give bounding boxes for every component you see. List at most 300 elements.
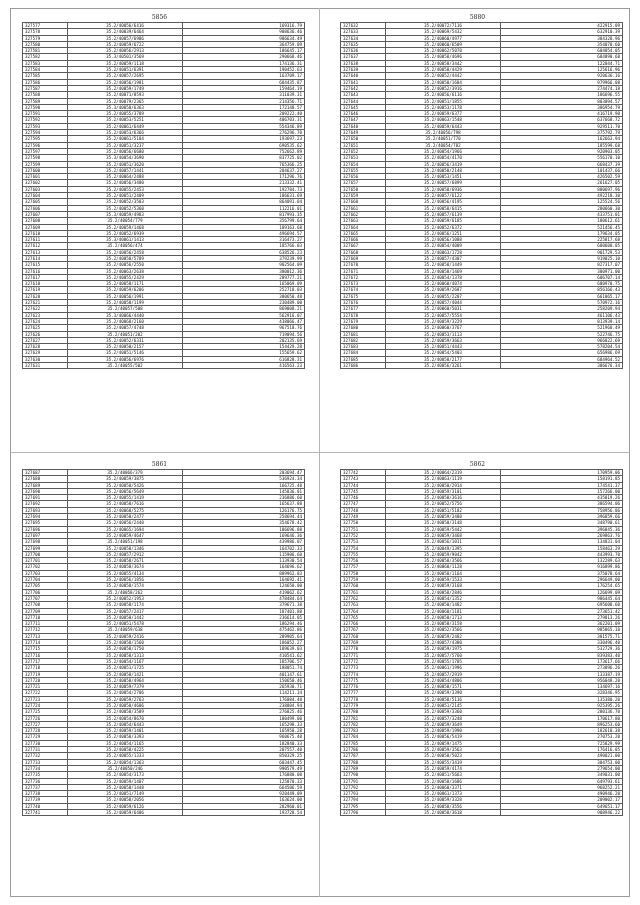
row-value-cell: 186696.55: [501, 92, 623, 98]
row-value-cell: 966822.69: [501, 337, 623, 343]
row-value-cell: 135380.20: [501, 696, 623, 702]
row-id-cell: 327794: [341, 797, 386, 803]
row-value-cell: 280136.70: [501, 709, 623, 715]
row-value-cell: 269863.76: [501, 532, 623, 538]
row-id-cell: 327667: [341, 243, 386, 249]
row-id-cell: 327630: [23, 356, 68, 362]
row-id-cell: 327613: [23, 249, 68, 255]
row-value-cell: 419062.62: [183, 589, 305, 595]
row-key-cell: 35.2/40059/6185: [386, 218, 501, 224]
row-value-cell: 401147.61: [183, 671, 305, 677]
row-value-cell: 919025.10: [501, 255, 623, 261]
row-key-cell: 35.2/40056/6976: [68, 356, 183, 362]
row-value-cell: 164692.41: [183, 577, 305, 583]
row-id-cell: 327614: [23, 255, 68, 261]
row-key-cell: 35.2/40051/3237: [68, 142, 183, 148]
row-id-cell: 327714: [23, 640, 68, 646]
row-value-cell: 384328.96: [501, 35, 623, 41]
row-value-cell: 439986.07: [183, 539, 305, 545]
row-id-cell: 327581: [23, 48, 68, 54]
row-id-cell: 327790: [341, 772, 386, 778]
row-key-cell: 35.2/40051/202: [68, 331, 183, 337]
row-key-cell: 35.2/40054/6443: [68, 721, 183, 727]
row-value-cell: 354070.60: [501, 41, 623, 47]
row-key-cell: 35.2/40050/1448: [68, 784, 183, 790]
row-value-cell: 422915.09: [501, 23, 623, 29]
row-id-cell: 327632: [341, 23, 386, 29]
row-id-cell: 327671: [341, 268, 386, 274]
row-key-cell: 35.2/40058/1684: [386, 79, 501, 85]
row-key-cell: 35.2/40053/1113: [386, 331, 501, 337]
row-id-cell: 327703: [23, 570, 68, 576]
row-id-cell: 327625: [23, 325, 68, 331]
row-id-cell: 327710: [23, 614, 68, 620]
row-key-cell: 35.2/40061/5184: [68, 136, 183, 142]
row-value-cell: 960675.40: [183, 734, 305, 740]
row-key-cell: 35.2/40060/1181: [386, 608, 501, 614]
row-key-cell: 35.2/40049/1395: [386, 545, 501, 551]
row-key-cell: 35.2/40057/6122: [386, 193, 501, 199]
row-id-cell: 327676: [341, 300, 386, 306]
row-id-cell: 327763: [341, 602, 386, 608]
row-id-cell: 327668: [341, 249, 386, 255]
row-id-cell: 327730: [23, 740, 68, 746]
row-id-cell: 327737: [23, 784, 68, 790]
row-value-cell: 162663.94: [501, 136, 623, 142]
row-key-cell: 35.2/40058/5426: [68, 482, 183, 488]
row-value-cell: 719094.56: [183, 331, 305, 337]
row-key-cell: 35.2/40052/3916: [386, 85, 501, 91]
row-key-cell: 35.2/40058/7616: [68, 501, 183, 507]
row-value-cell: 396859.66: [501, 514, 623, 520]
row-id-cell: 327780: [341, 709, 386, 715]
row-value-cell: 185706.57: [183, 658, 305, 664]
row-id-cell: 327719: [23, 671, 68, 677]
row-key-cell: 35.2/40054/8670: [68, 715, 183, 721]
row-id-cell: 327682: [341, 337, 386, 343]
row-value-cell: 967518.76: [183, 325, 305, 331]
row-id-cell: 327629: [23, 350, 68, 356]
row-key-cell: 35.2/40055/2207: [386, 293, 501, 299]
row-key-cell: 35.2/40051/3620: [68, 161, 183, 167]
row-key-cell: 35.2/40056/474: [68, 243, 183, 249]
row-value-cell: 410541.62: [183, 652, 305, 658]
row-key-cell: 35.2/40058/1571: [386, 684, 501, 690]
row-key-cell: 35.2/40050/246: [68, 765, 183, 771]
row-id-cell: 327695: [23, 520, 68, 526]
row-id-cell: 327615: [23, 262, 68, 268]
row-key-cell: 35.2/40051/4443: [386, 344, 501, 350]
row-value-cell: 664506.59: [183, 784, 305, 790]
row-id-cell: 327609: [23, 224, 68, 230]
row-value-cell: 475462.86: [183, 627, 305, 633]
row-key-cell: 35.2/40056/1251: [386, 230, 501, 236]
row-id-cell: 327580: [23, 41, 68, 47]
row-key-cell: 35.3/40066/4440: [68, 312, 183, 318]
row-value-cell: 869808.21: [183, 306, 305, 312]
row-id-cell: 327771: [341, 652, 386, 658]
row-id-cell: 327617: [23, 274, 68, 280]
row-value-cell: 176084.48: [183, 696, 305, 702]
row-value-cell: 276825.46: [183, 709, 305, 715]
row-id-cell: 327612: [23, 243, 68, 249]
row-id-cell: 327684: [341, 350, 386, 356]
row-value-cell: 330496.40: [501, 640, 623, 646]
row-id-cell: 327640: [341, 73, 386, 79]
row-value-cell: 902564.09: [183, 262, 305, 268]
row-id-cell: 327729: [23, 734, 68, 740]
row-id-cell: 327746: [341, 495, 386, 501]
row-id-cell: 327784: [341, 734, 386, 740]
row-key-cell: 35.2/40072/7116: [386, 23, 501, 29]
row-key-cell: 35.2/40051/2145: [386, 702, 501, 708]
row-key-cell: 35.2/40060/5031: [386, 306, 501, 312]
row-id-cell: 327721: [23, 684, 68, 690]
row-key-cell: 35.2/40057/6986: [68, 35, 183, 41]
row-value-cell: 189163.68: [183, 224, 305, 230]
row-id-cell: 327604: [23, 193, 68, 199]
row-id-cell: 327735: [23, 772, 68, 778]
row-key-cell: 35.2/40058/3618: [386, 810, 501, 816]
table-row: [341, 810, 623, 816]
row-id-cell: 327701: [23, 558, 68, 564]
row-value-cell: 850329.25: [183, 753, 305, 759]
row-id-cell: 327749: [341, 514, 386, 520]
row-id-cell: 327743: [341, 476, 386, 482]
row-key-cell: 35.2/40058/2148: [386, 167, 501, 173]
row-value-cell: 521960.49: [501, 325, 623, 331]
row-id-cell: 327764: [341, 608, 386, 614]
row-key-cell: 35.2/40063/1119: [386, 476, 501, 482]
row-id-cell: 327777: [341, 690, 386, 696]
row-id-cell: 327768: [341, 633, 386, 639]
row-id-cell: 327665: [341, 230, 386, 236]
row-key-cell: 35.2/40068/2160: [68, 318, 183, 324]
row-value-cell: 279813.26: [501, 614, 623, 620]
row-id-cell: 327783: [341, 728, 386, 734]
row-id-cell: 327751: [341, 526, 386, 532]
row-id-cell: 327582: [23, 54, 68, 60]
row-id-cell: 327774: [341, 671, 386, 677]
row-id-cell: 327697: [23, 532, 68, 538]
row-id-cell: 327636: [341, 48, 386, 54]
row-id-cell: 327796: [341, 810, 386, 816]
row-id-cell: 327689: [23, 482, 68, 488]
row-id-cell: 327623: [23, 312, 68, 318]
row-id-cell: 327736: [23, 778, 68, 784]
row-value-cell: 186645.17: [183, 48, 305, 54]
row-id-cell: 327761: [341, 589, 386, 595]
row-key-cell: 35.2/40054/3173: [68, 772, 183, 778]
row-value-cell: 174541.37: [501, 482, 623, 488]
row-value-cell: 379239.99: [183, 255, 305, 261]
row-key-cell: 35.2/40063/2638: [68, 268, 183, 274]
row-id-cell: 327770: [341, 646, 386, 652]
row-value-cell: 570972.16: [501, 300, 623, 306]
row-value-cell: 968252.21: [501, 784, 623, 790]
row-value-cell: 193728.54: [183, 810, 305, 816]
row-id-cell: 327654: [341, 161, 386, 167]
row-key-cell: 35.2/40059/2763: [68, 696, 183, 702]
row-key-cell: 35.2/40054/1352: [386, 595, 501, 601]
row-id-cell: 327734: [23, 765, 68, 771]
row-id-cell: 327776: [341, 684, 386, 690]
row-key-cell: 35.2/40062/5070: [386, 48, 501, 54]
row-value-cell: 380012.36: [183, 268, 305, 274]
row-id-cell: 327643: [341, 92, 386, 98]
row-key-cell: 35.2/40079/2365: [68, 98, 183, 104]
row-key-cell: 35.2/40059/6126: [68, 803, 183, 809]
row-value-cell: 190452.63: [183, 67, 305, 73]
row-key-cell: 35.2/40058/1686: [386, 778, 501, 784]
row-key-cell: 35.2/40059/1475: [386, 740, 501, 746]
row-key-cell: 35.2/40051/5663: [386, 772, 501, 778]
row-key-cell: 35.2/40058/4429: [386, 67, 501, 73]
row-id-cell: 327696: [23, 526, 68, 532]
row-key-cell: 35.2/40054/779: [68, 218, 183, 224]
row-key-cell: 35.2/40059/3390: [386, 690, 501, 696]
row-id-cell: 327663: [341, 218, 386, 224]
row-key-cell: 35.2/40054/1966: [386, 148, 501, 154]
row-id-cell: 327681: [341, 331, 386, 337]
row-value-cell: 126176.75: [183, 507, 305, 513]
row-value-cell: 725829.99: [501, 740, 623, 746]
row-key-cell: 35.2/40051/1855: [386, 98, 501, 104]
row-value-cell: 185766.03: [183, 243, 305, 249]
table-row: [341, 363, 623, 369]
row-value-cell: 765366.25: [183, 161, 305, 167]
row-value-cell: 125870.33: [183, 778, 305, 784]
row-key-cell: 35.2/40057/6899: [386, 180, 501, 186]
row-key-cell: 35.2/40058/1199: [68, 300, 183, 306]
row-key-cell: 35.2/40061/1996: [386, 665, 501, 671]
row-value-cell: 979966.08: [501, 79, 623, 85]
row-key-cell: 35.2/40051/5478: [68, 621, 183, 627]
row-id-cell: 327641: [341, 79, 386, 85]
row-id-cell: 327634: [341, 35, 386, 41]
row-id-cell: 327726: [23, 715, 68, 721]
row-id-cell: 327741: [23, 810, 68, 816]
row-id-cell: 327649: [341, 130, 386, 136]
row-id-cell: 327644: [341, 98, 386, 104]
row-key-cell: 35.2/40058/3556: [386, 803, 501, 809]
row-key-cell: 35.2/40071/8593: [68, 92, 183, 98]
row-value-cell: 929511.70: [501, 123, 623, 129]
row-value-cell: 536924.34: [183, 476, 305, 482]
row-key-cell: 35.2/40054/1167: [68, 658, 183, 664]
row-key-cell: 35.2/40059/638: [68, 627, 183, 633]
row-id-cell: 327639: [341, 67, 386, 73]
row-id-cell: 327793: [341, 791, 386, 797]
row-id-cell: 327635: [341, 41, 386, 47]
row-key-cell: 35.2/40060/4977: [386, 35, 501, 41]
row-value-cell: 668437.39: [501, 161, 623, 167]
row-value-cell: 236614.05: [183, 614, 305, 620]
row-key-cell: 35.2/40058/1750: [68, 646, 183, 652]
row-id-cell: 327782: [341, 721, 386, 727]
row-id-cell: 327756: [341, 558, 386, 564]
row-value-cell: 478484.64: [183, 595, 305, 601]
row-key-cell: 35.2/40054/2706: [68, 690, 183, 696]
row-key-cell: 35.2/40059/3875: [68, 476, 183, 482]
row-id-cell: 327618: [23, 281, 68, 287]
row-value-cell: 133387.19: [501, 671, 623, 677]
row-key-cell: 35.2/40054/1363: [68, 759, 183, 765]
row-value-cell: 158463.29: [501, 545, 623, 551]
row-key-cell: 35.2/40055/4134: [68, 570, 183, 576]
row-value-cell: 680970.75: [501, 281, 623, 287]
row-key-cell: 35.2/40054/4806: [386, 677, 501, 683]
row-value-cell: 284637.27: [183, 167, 305, 173]
row-key-cell: 35.2/40059/1975: [386, 646, 501, 652]
row-value-cell: 252718.03: [183, 287, 305, 293]
row-value-cell: 169646.36: [183, 532, 305, 538]
row-key-cell: 35.2/40054/4170: [386, 155, 501, 161]
row-id-cell: 327715: [23, 646, 68, 652]
row-value-cell: 202135.69: [183, 337, 305, 343]
row-value-cell: 261627.05: [501, 180, 623, 186]
row-key-cell: 35.2/40058/1313: [68, 652, 183, 658]
row-id-cell: 327633: [341, 29, 386, 35]
row-value-cell: 362201.09: [501, 621, 623, 627]
row-value-cell: 125616.96: [501, 67, 623, 73]
row-value-cell: 443993.70: [501, 551, 623, 557]
row-id-cell: 327621: [23, 300, 68, 306]
row-key-cell: 35.2/40057/4380: [386, 640, 501, 646]
row-id-cell: 327675: [341, 293, 386, 299]
row-id-cell: 327645: [341, 104, 386, 110]
row-id-cell: 327664: [341, 224, 386, 230]
row-key-cell: 35.2/40052/3503: [68, 199, 183, 205]
row-key-cell: 35.2/40057/2417: [68, 608, 183, 614]
row-key-cell: 35.2/40055/3789: [68, 111, 183, 117]
row-value-cell: 289777.21: [183, 274, 305, 280]
row-id-cell: 327610: [23, 230, 68, 236]
row-id-cell: 327732: [23, 753, 68, 759]
row-value-cell: 124650.00: [183, 583, 305, 589]
row-value-cell: 990579.49: [183, 765, 305, 771]
row-id-cell: 327622: [23, 306, 68, 312]
row-key-cell: 35.2/40057/5760: [386, 652, 501, 658]
sheet-panel-top-right: [340, 14, 620, 369]
row-value-cell: 193697.23: [183, 136, 305, 142]
row-value-cell: 386594.06: [501, 501, 623, 507]
row-value-cell: 396845.36: [501, 526, 623, 532]
row-id-cell: 327717: [23, 658, 68, 664]
row-value-cell: 258694.44: [183, 514, 305, 520]
sheet-title: 5880: [469, 14, 486, 21]
row-value-cell: 827317.07: [501, 262, 623, 268]
row-id-cell: 327792: [341, 784, 386, 790]
row-key-cell: 35.2/40058/1171: [68, 281, 183, 287]
row-value-cell: 554346.89: [183, 123, 305, 129]
row-id-cell: 327754: [341, 545, 386, 551]
row-id-cell: 327772: [341, 658, 386, 664]
row-value-cell: 803094.57: [501, 98, 623, 104]
row-value-cell: 356799.64: [183, 218, 305, 224]
row-id-cell: 327731: [23, 747, 68, 753]
row-id-cell: 327687: [23, 470, 68, 476]
row-key-cell: 35.2/40056/5649: [68, 488, 183, 494]
row-id-cell: 327586: [23, 79, 68, 85]
row-id-cell: 327767: [341, 627, 386, 633]
row-value-cell: 165958.28: [183, 728, 305, 734]
row-id-cell: 327669: [341, 255, 386, 261]
row-id-cell: 327659: [341, 193, 386, 199]
row-key-cell: 35.2/40058/3616: [386, 495, 501, 501]
row-key-cell: 35.2/40064/2488: [68, 174, 183, 180]
row-key-cell: 35.2/40057/4044: [386, 300, 501, 306]
row-key-cell: 35.2/40064/2319: [386, 470, 501, 476]
row-key-cell: 35.2/40063/1728: [386, 249, 501, 255]
row-id-cell: 327762: [341, 595, 386, 601]
row-key-cell: 35.2/40059/1749: [68, 85, 183, 91]
row-value-cell: 916899.86: [501, 564, 623, 570]
row-key-cell: 35.2/40056/1981: [68, 79, 183, 85]
row-key-cell: 35.2/40050/3148: [386, 520, 501, 526]
row-key-cell: 35.2/40058/3393: [68, 734, 183, 740]
row-value-cell: 426502.59: [501, 174, 623, 180]
row-value-cell: 145836.01: [183, 488, 305, 494]
row-id-cell: 327690: [23, 488, 68, 494]
row-value-cell: 165298.33: [183, 721, 305, 727]
row-id-cell: 327628: [23, 344, 68, 350]
row-value-cell: 496694.57: [183, 230, 305, 236]
row-key-cell: 35.2/40059/3480: [386, 514, 501, 520]
row-value-cell: 562916.07: [183, 312, 305, 318]
row-key-cell: 35.2/40051/5182: [386, 507, 501, 513]
row-id-cell: 327778: [341, 696, 386, 702]
row-value-cell: 690535.62: [183, 142, 305, 148]
row-id-cell: 327631: [23, 363, 68, 369]
row-key-cell: 35.2/40057/2912: [68, 551, 183, 557]
row-id-cell: 327694: [23, 514, 68, 520]
row-id-cell: 327791: [341, 778, 386, 784]
row-value-cell: 386676.34: [501, 363, 623, 369]
row-id-cell: 327578: [23, 29, 68, 35]
row-key-cell: 35.2/40058/1560: [68, 640, 183, 646]
row-key-cell: 35.2/40059/7379: [68, 684, 183, 690]
row-key-cell: 35.2/40059/1533: [386, 577, 501, 583]
row-id-cell: 327779: [341, 702, 386, 708]
row-id-cell: 327591: [23, 111, 68, 117]
row-id-cell: 327605: [23, 199, 68, 205]
row-key-cell: 35.2/40059/3649: [386, 721, 501, 727]
row-value-cell: 616828.31: [183, 356, 305, 362]
row-key-cell: 35.2/40059/1401: [68, 728, 183, 734]
row-id-cell: 327670: [341, 262, 386, 268]
sheet-title: 5861: [151, 461, 168, 468]
row-value-cell: 176416.05: [501, 747, 623, 753]
row-value-cell: 813939.14: [501, 318, 623, 324]
row-value-cell: 186294.46: [183, 621, 305, 627]
row-id-cell: 327742: [341, 470, 386, 476]
row-id-cell: 327755: [341, 551, 386, 557]
table-row: [23, 363, 305, 369]
row-key-cell: 35.2/40061/6449: [68, 123, 183, 129]
row-key-cell: 35.2/40060/4074: [386, 281, 501, 287]
row-id-cell: 327624: [23, 318, 68, 324]
row-value-cell: 270753.20: [501, 734, 623, 740]
row-value-cell: 165069.09: [183, 281, 305, 287]
row-value-cell: 209222.40: [183, 111, 305, 117]
data-table: [22, 22, 305, 369]
row-value-cell: 316473.27: [183, 237, 305, 243]
row-id-cell: 327766: [341, 621, 386, 627]
row-id-cell: 327720: [23, 677, 68, 683]
row-key-cell: 35.2/40050/2157: [68, 344, 183, 350]
row-value-cell: 986634.49: [183, 35, 305, 41]
